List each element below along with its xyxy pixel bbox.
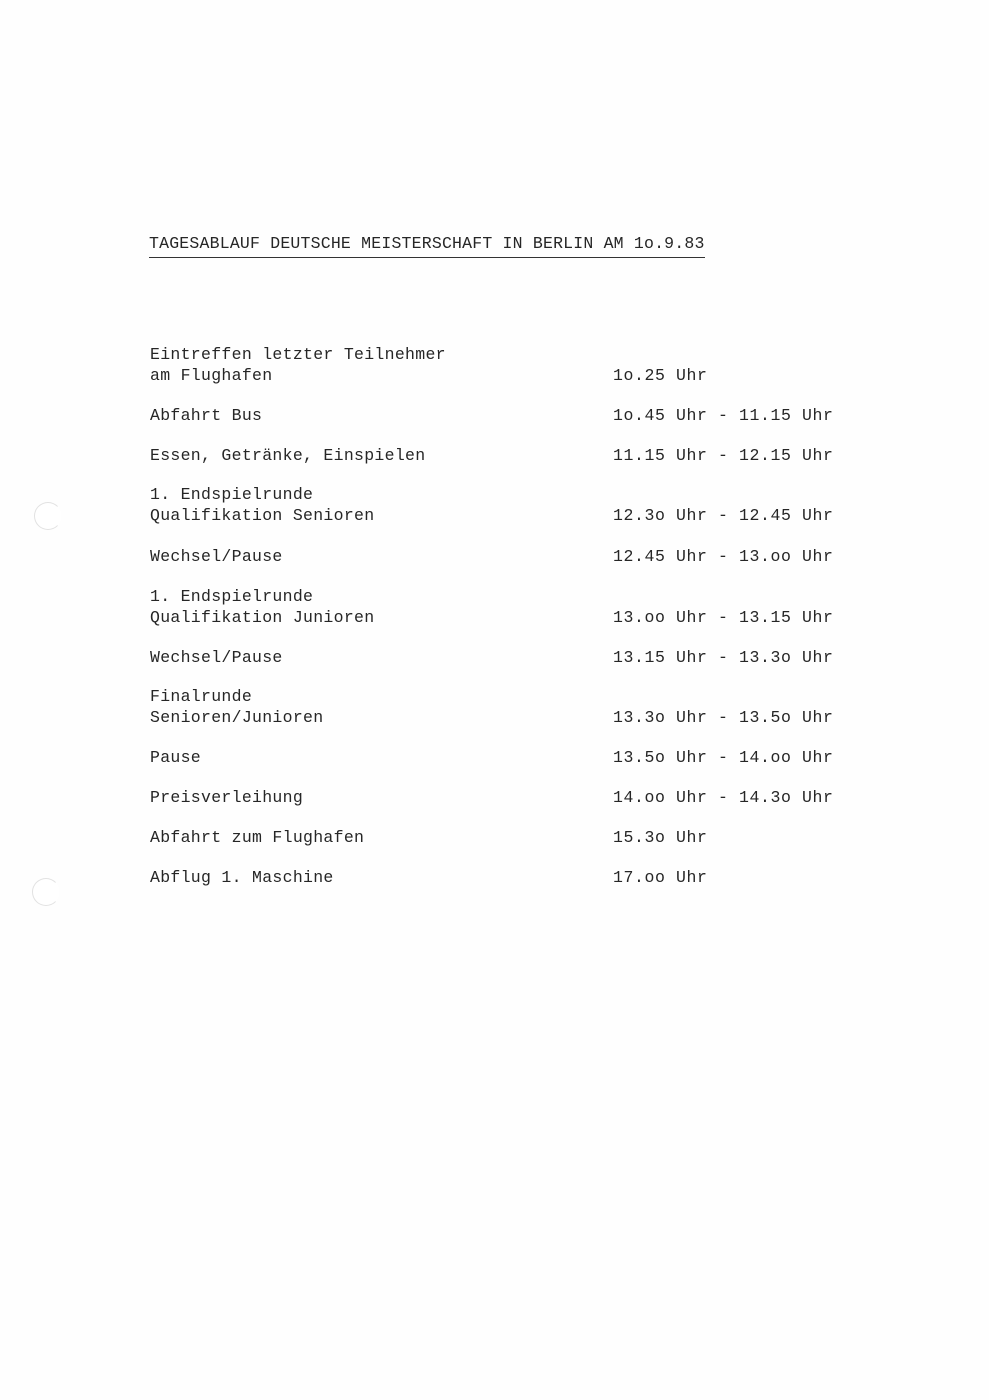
schedule-row [0,474,989,526]
schedule-activity: Abflug 1. Maschine [150,868,334,887]
schedule-time: 1o.45 Uhr - 11.15 Uhr [613,406,834,425]
schedule-row [0,852,989,888]
schedule-time: 14.oo Uhr - 14.3o Uhr [613,788,834,807]
schedule-activity: 1. Endspielrunde Qualifikation Junioren [150,587,375,627]
schedule-row [0,812,989,848]
schedule-time: 15.3o Uhr [613,828,708,847]
schedule-row [0,676,989,728]
schedule-row [0,576,989,628]
document-title: TAGESABLAUF DEUTSCHE MEISTERSCHAFT IN BERLIN AM 1o.9.83 [149,233,705,258]
schedule-time: 13.oo Uhr - 13.15 Uhr [613,608,834,627]
schedule-time: 12.3o Uhr - 12.45 Uhr [613,506,834,525]
schedule-time: 1o.25 Uhr [613,366,708,385]
schedule-activity: Abfahrt zum Flughafen [150,828,365,847]
schedule-row [0,530,989,567]
schedule-row [0,772,989,808]
schedule-row [0,390,989,426]
schedule-activity: Preisverleihung [150,788,304,807]
schedule-time: 11.15 Uhr - 12.15 Uhr [613,446,834,465]
schedule-row [0,632,989,668]
schedule-time: 13.3o Uhr - 13.5o Uhr [613,708,834,727]
schedule-activity: Wechsel/Pause [150,547,283,566]
schedule-time: 12.45 Uhr - 13.oo Uhr [613,547,834,566]
schedule-activity: 1. Endspielrunde Qualifikation Senioren [150,485,375,525]
schedule-row [0,430,989,466]
schedule-activity: Finalrunde Senioren/Junioren [150,687,324,727]
schedule-time: 13.15 Uhr - 13.3o Uhr [613,648,834,667]
schedule-row [0,334,989,386]
schedule-activity: Pause [150,748,202,767]
schedule-activity: Eintreffen letzter Teilnehmer am Flughafen [150,345,446,385]
schedule-time: 13.5o Uhr - 14.oo Uhr [613,748,834,767]
schedule-activity: Wechsel/Pause [150,648,283,667]
schedule-time: 17.oo Uhr [613,868,708,887]
schedule-activity: Essen, Getränke, Einspielen [150,446,426,465]
schedule-row [0,732,989,768]
schedule-activity: Abfahrt Bus [150,406,263,425]
